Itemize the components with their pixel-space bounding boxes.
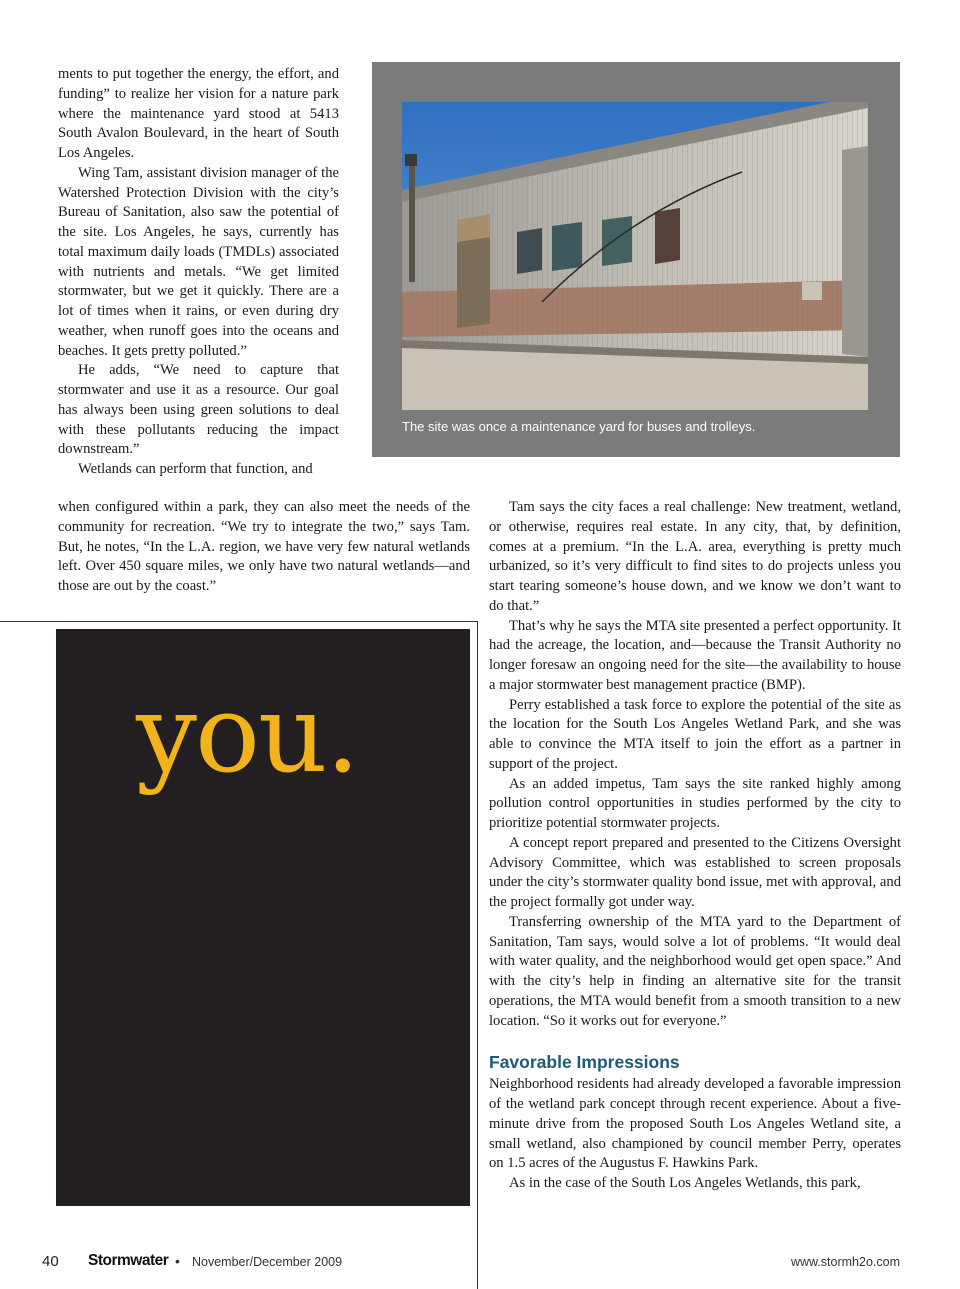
body-paragraph: As an added impetus, Tam says the site ranked highly among pollution control opportunities in studies performed by the city to prioritize potential stormwater projects. <box>489 775 901 831</box>
body-paragraph: Perry established a task force to explore the potential of the site as the location for the South Los Angeles Wetland Park, and she was able to convince the MTA itself to join the effort as a partner in support of the project. <box>489 696 901 772</box>
body-paragraph: Wing Tam, assistant division manager of the Watershed Protection Division with the city’s Bureau of Sanitation, also saw the potential of the site. Los Angeles, he says, currently has total maximum daily loads (TMDLs) associated with nutrients and metals. “We get limited stormwater, but we get it quickly. There are a lot of times when it rains, or even during dry weather, when runoff goes into the oceans and beaches. It gets pretty polluted.” <box>58 164 339 359</box>
warehouse-photo <box>402 102 868 410</box>
magazine-name: Stormwater <box>88 1252 169 1269</box>
body-paragraph: when configured within a park, they can also meet the needs of the community for recreation. “We try to integrate the two,” says Tam. But, he notes, “In the L.A. region, we have very few natural wetlands left. Over 450 square miles, we only have two natural wetlands—and those are out by the coast.” <box>58 499 470 594</box>
page-number: 40 <box>42 1253 59 1270</box>
section-subhead: Favorable Impressions <box>489 1052 680 1073</box>
body-paragraph: A concept report prepared and presented to the Citizens Oversight Advisory Committee, which was established to screen proposals under the city’s stormwater quality bond issue, met with approval, and the project formally got under way. <box>489 834 901 910</box>
body-paragraph: He adds, “We need to capture that stormwater and use it as a resource. Our goal has always been using green solutions to deal with these pollutants reducing the impact downstream.” <box>58 362 339 458</box>
page-footer <box>0 1250 960 1274</box>
right-column <box>489 498 901 1194</box>
issue-date: November/December 2009 <box>192 1255 343 1269</box>
ad-border-right <box>477 621 478 1289</box>
body-paragraph: Wetlands can perform that function, and <box>78 461 313 477</box>
ad-headline: you. <box>136 672 358 797</box>
advertisement <box>56 629 470 1206</box>
photo-frame <box>372 62 900 457</box>
left-column <box>58 65 339 480</box>
ad-border-top <box>0 621 477 622</box>
left-column-continued <box>58 498 470 597</box>
body-paragraph: As in the case of the South Los Angeles Wetlands, this park, <box>509 1175 861 1191</box>
body-paragraph: ments to put together the energy, the effort, and funding” to realize her vision for a nature park where the maintenance yard stood at 5413 South Avalon Boulevard, in the heart of South Los Angeles. <box>58 66 339 161</box>
website-link[interactable]: www.stormh2o.com <box>790 1255 900 1269</box>
footer-bullet: • <box>175 1253 180 1269</box>
photo-caption: The site was once a maintenance yard for buses and trolleys. <box>402 419 756 434</box>
body-paragraph: That’s why he says the MTA site presented a perfect opportunity. It had the acreage, the location, and—because the Transit Authority no longer foresaw an ongoing need for the site—the availability to house a major stormwater best management practice (BMP). <box>489 617 901 693</box>
body-paragraph: Neighborhood residents had already developed a favorable impression of the wetland park concept through recent experience. About a five-minute drive from the proposed South Los Angeles Wetland site, a small wetland, also championed by council member Perry, operates on 1.5 acres of the Augustus F. Hawkins Park. <box>489 1076 901 1172</box>
warehouse-illustration <box>402 102 868 410</box>
body-paragraph: Transferring ownership of the MTA yard to the Department of Sanitation, Tam says, would solve a lot of problems. “It would deal with water quality, and the neighborhood would get open space.” And with the city’s help in finding an alternative site for the transit operations, the MTA would benefit from a smooth transition to a new location. “So it works out for everyone.” <box>489 913 901 1029</box>
body-paragraph: Tam says the city faces a real challenge: New treatment, wetland, or otherwise, requires real estate. In any city, that, by definition, comes at a premium. “In the L.A. area, everything is pretty much urbanized, so it’s very difficult to find sites to do projects unless you start tearing someone’s house down, and we know we don’t want to do that.” <box>489 499 901 614</box>
